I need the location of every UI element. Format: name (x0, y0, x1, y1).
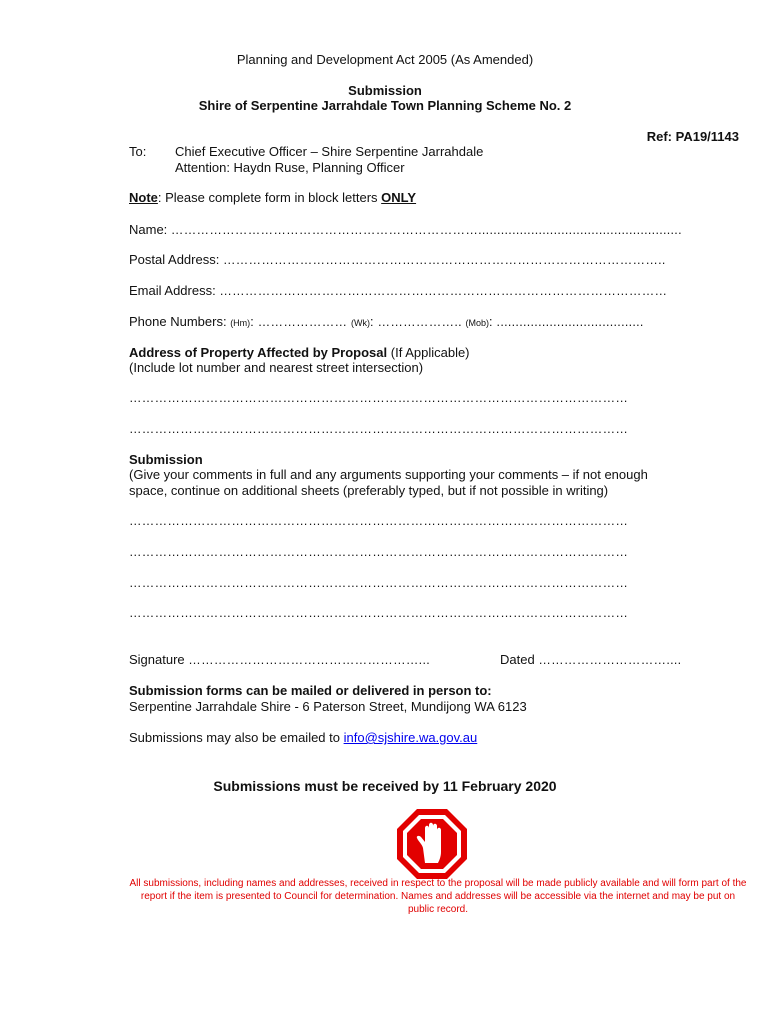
property-line-2[interactable]: ……………………………………………………………………………………………………… (129, 422, 629, 436)
mail-address: Serpentine Jarrahdale Shire - 6 Paterson Street, Mundijong WA 6123 (129, 699, 527, 714)
submission-line-1[interactable]: ……………………………………………………………………………………………………… (129, 514, 629, 528)
submission-heading: Submission (129, 452, 203, 467)
submission-line-4[interactable]: ……………………………………………………………………………………………………… (129, 606, 629, 620)
to-line-2: Attention: Haydn Ruse, Planning Officer (175, 160, 405, 175)
postal-address-label: Postal Address: (129, 252, 220, 267)
signature-dots: ………………………………………………... (188, 653, 430, 667)
postal-address-field[interactable] (129, 252, 666, 267)
work-phone-dots: : ……………….. (369, 315, 462, 329)
phone-numbers-field[interactable] (129, 314, 644, 329)
postal-address-dots: ………………………………………………………………………………………….. (222, 253, 666, 267)
email-text: Submissions may also be emailed to (129, 730, 344, 745)
submission-title: Submission (348, 83, 422, 98)
dated-dots: ………………………….... (538, 653, 682, 667)
property-heading (129, 345, 470, 360)
note (129, 190, 416, 205)
dated-field[interactable] (500, 652, 681, 667)
to-label: To: (129, 144, 147, 159)
submission-line-2[interactable]: ……………………………………………………………………………………………………… (129, 545, 629, 559)
property-line-1[interactable]: ……………………………………………………………………………………………………… (129, 391, 629, 405)
note-text: : Please complete form in block letters (157, 190, 382, 205)
email-address-dots: …………………………………………………………………………………………… (219, 284, 668, 298)
mail-heading: Submission forms can be mailed or delivered in person to: (129, 683, 492, 698)
signature-field[interactable] (129, 652, 430, 667)
email-address-field[interactable] (129, 283, 667, 298)
work-phone-label: (Wk) (350, 318, 370, 328)
property-subtext: (Include lot number and nearest street intersection) (129, 360, 424, 375)
email-link[interactable]: info@sjshire.wa.gov.au (343, 730, 478, 745)
stop-hand-icon (396, 808, 468, 880)
phone-numbers-label: Phone Numbers: (129, 314, 227, 329)
reference-number: Ref: PA19/1143 (646, 129, 739, 144)
stop-sign (396, 808, 468, 880)
signature-label: Signature (129, 652, 185, 667)
home-phone-dots: : ………………… (250, 315, 348, 329)
email-address-label: Email Address: (129, 283, 216, 298)
submission-instructions-2: space, continue on additional sheets (preferably typed, but if not possible in writing) (129, 483, 609, 498)
name-label: Name: (129, 222, 168, 237)
email-instructions (129, 730, 477, 745)
submission-instructions-1: (Give your comments in full and any arguments supporting your comments – if not enough (129, 467, 648, 482)
dated-label: Dated (500, 652, 535, 667)
name-field[interactable] (129, 222, 682, 237)
to-line-1: Chief Executive Officer – Shire Serpentine Jarrahdale (175, 144, 484, 159)
mobile-phone-label: (Mob) (465, 318, 490, 328)
property-heading-suffix: (If Applicable) (387, 345, 470, 360)
home-phone-label: (Hm) (230, 318, 251, 328)
privacy-disclaimer: All submissions, including names and addresses, received in respect to the proposal will be made publicly available and will form part of the report if the item is presented to Council for determination. Names and addresses will be accessible via the internet and may be put on public record. (129, 878, 747, 915)
deadline-notice: Submissions must be received by 11 February 2020 (213, 778, 557, 794)
note-label: Note (129, 190, 158, 205)
property-heading-text: Address of Property Affected by Proposal (129, 345, 388, 360)
submission-line-3[interactable]: ……………………………………………………………………………………………………… (129, 576, 629, 590)
note-emphasis: ONLY (381, 190, 417, 205)
act-title: Planning and Development Act 2005 (As Amended) (236, 52, 534, 67)
scheme-title: Shire of Serpentine Jarrahdale Town Planning Scheme No. 2 (198, 98, 572, 113)
name-dots: ………………………………………………………………...................................................... (170, 223, 682, 237)
mobile-phone-dots: : ....................................... (489, 315, 644, 329)
